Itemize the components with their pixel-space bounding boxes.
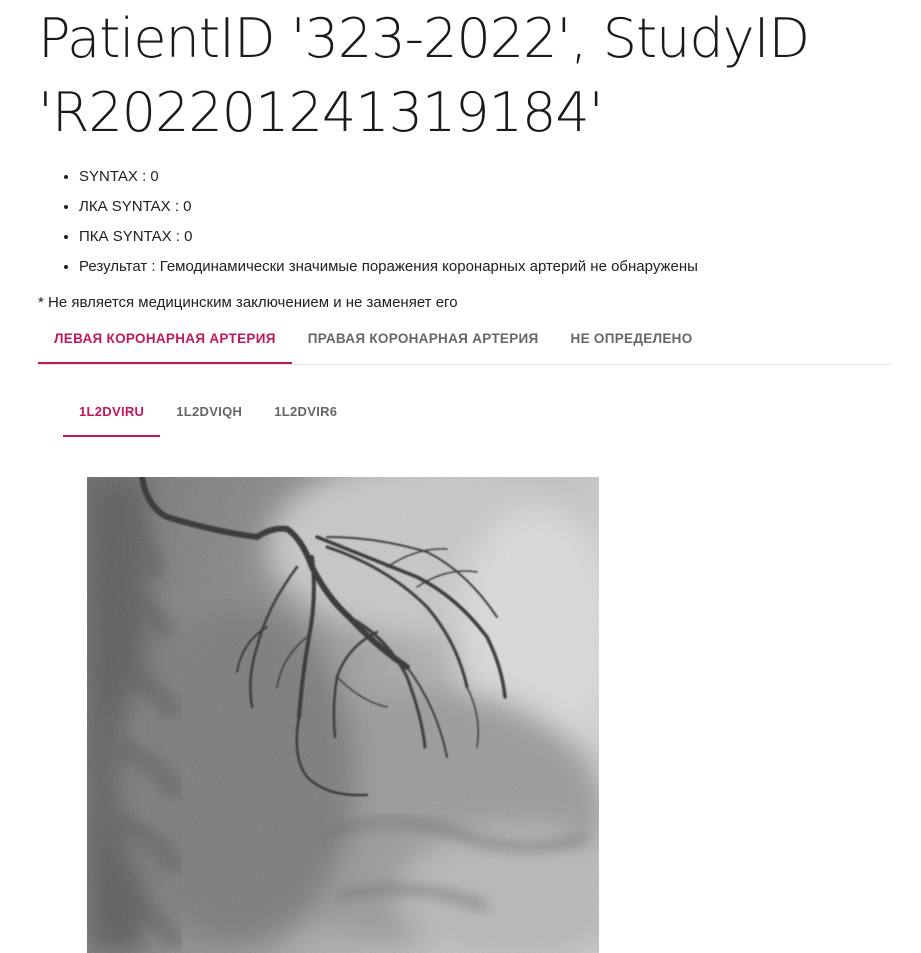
result-item: • Результат : Гемодинамически значимые поражения коронарных артерий не обнаружены	[79, 252, 698, 282]
artery-tabs	[38, 314, 890, 365]
tab-series-2[interactable]: 1L2DVIQH	[176, 404, 243, 419]
series-tabs	[63, 387, 353, 437]
page-title: PatientID '323-2022', StudyID 'R202201241319184'	[38, 7, 810, 144]
tab-undefined[interactable]: НЕ ОПРЕДЕЛЕНО	[570, 331, 693, 346]
tab-series-3[interactable]: 1L2DVIR6	[274, 404, 338, 419]
syntax-rca-item: • ПКА SYNTAX : 0	[79, 222, 698, 252]
syntax-total-item: • SYNTAX : 0	[79, 162, 698, 192]
syntax-lca-item: • ЛКА SYNTAX : 0	[79, 192, 698, 222]
tab-left-coronary-artery[interactable]: ЛЕВАЯ КОРОНАРНАЯ АРТЕРИЯ	[38, 314, 292, 364]
angiogram-image	[87, 477, 599, 953]
angiogram-image-drawing	[87, 477, 599, 953]
syntax-summary-list	[40, 162, 698, 282]
tab-series-1[interactable]: 1L2DVIRU	[63, 387, 160, 437]
tab-right-coronary-artery[interactable]: ПРАВАЯ КОРОНАРНАЯ АРТЕРИЯ	[307, 331, 539, 346]
disclaimer-note: * Не является медицинским заключением и не заменяет его	[38, 294, 458, 311]
